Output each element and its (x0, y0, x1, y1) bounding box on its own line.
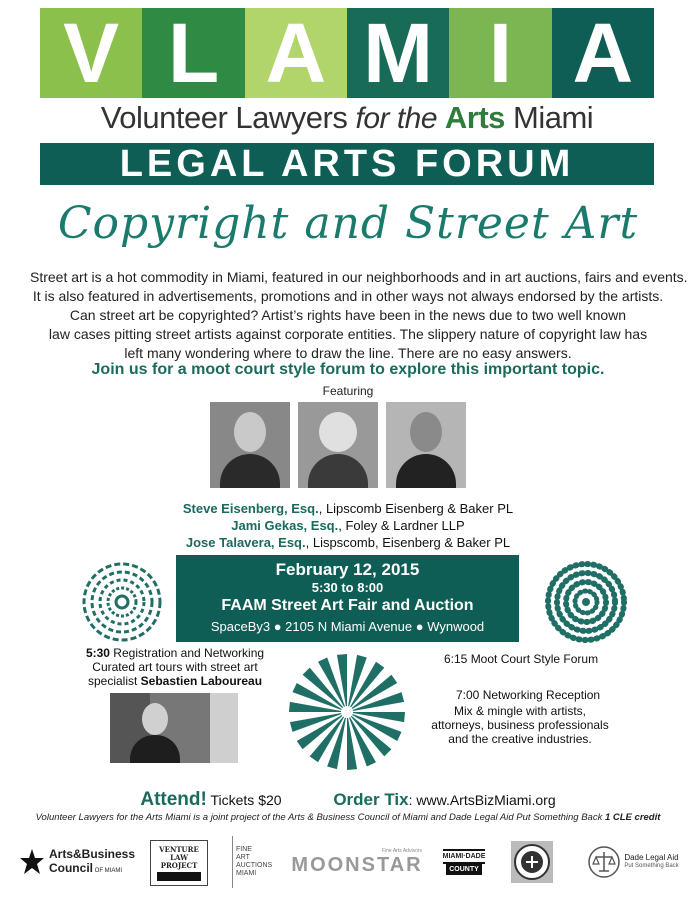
schedule-left (60, 646, 290, 688)
sunburst-ray (347, 712, 391, 756)
venture-law-project-logo (150, 840, 208, 886)
dade-legal-aid-logo (578, 836, 688, 888)
speaker-line (0, 500, 696, 517)
intro-text (30, 268, 688, 363)
event-time: 5:30 to 8:00 (311, 580, 384, 595)
seal-logo (508, 836, 556, 888)
faam-line: FINE (236, 846, 252, 853)
ticket-price: Tickets $20 (206, 792, 282, 808)
tagline-part: Volunteer Lawyers (100, 100, 356, 135)
faam-line: MIAMI (236, 870, 257, 877)
reception-description (420, 704, 620, 746)
arts-business-council-logo (12, 836, 142, 888)
faam-line: AUCTIONS (236, 862, 273, 869)
speaker-suit (220, 454, 280, 488)
speaker-list (0, 500, 696, 551)
reception-line: and the creative industries. (448, 732, 592, 746)
speaker-photo (298, 402, 378, 488)
intro-line: law cases pitting street artists against corporate entities. The slippery nature of copyright law has (48, 326, 648, 342)
sunburst-center (341, 706, 353, 718)
speaker-name: Steve Eisenberg, Esq. (182, 501, 319, 516)
event-date: February 12, 2015 (275, 560, 420, 579)
schedule-item: 7:00 Networking Reception (456, 688, 601, 702)
venture-line: VENTURE (159, 844, 199, 854)
intro-line: Can street art be copyrighted? Artist’s rights have been in the news due to two well known (69, 307, 627, 323)
speaker-name: Jose Talavera, Esq. (185, 535, 306, 550)
abc-line-2: Council (48, 860, 93, 875)
speaker-photo (210, 402, 290, 488)
mandala-right-icon (544, 560, 628, 644)
event-details-box (176, 555, 519, 642)
schedule-text: specialist (87, 674, 141, 688)
speaker-firm: , Lispscomb, Eisenberg & Baker PL (305, 535, 511, 550)
letter-block: A (245, 8, 347, 98)
intro-line: Street art is a hot commodity in Miami, featured in our neighborhoods and in art auctions, fairs and events. (30, 269, 688, 285)
join-headline: Join us for a moot court style forum to explore this important topic. (91, 361, 605, 378)
miamidade-line: MIAMI·DADE (443, 849, 486, 864)
schedule-label: Registration and Networking (109, 646, 265, 660)
speaker-line (0, 517, 696, 534)
abc-line-1: Arts&Business (48, 846, 136, 861)
skyline-icon (157, 872, 201, 881)
specialist-photo (110, 693, 210, 763)
photo-edge (210, 693, 238, 763)
moonstar-sub: Fine Arts Advisors (381, 847, 422, 854)
speaker-line (0, 534, 696, 551)
page-title: Copyright and Street Art (57, 198, 639, 249)
sunburst-icon (287, 652, 407, 772)
schedule-right (420, 652, 680, 746)
tagline-arts: Arts (444, 100, 505, 135)
letter-block: I (449, 8, 551, 98)
order-label: Order Tix (333, 790, 409, 809)
cle-credit: 1 CLE credit (604, 812, 661, 823)
speaker-suit (396, 454, 456, 488)
dla-line-1: Dade Legal Aid (624, 853, 679, 862)
dla-line-2: Put Something Back (624, 863, 679, 869)
moonstar-logo (292, 836, 422, 888)
seal-icon (510, 840, 554, 884)
specialist-name: Sebastien Laboureau (140, 674, 263, 688)
faam-line: ART (236, 854, 250, 861)
letter-block: M (347, 8, 449, 98)
schedule-line: Curated art tours with street art (92, 660, 258, 674)
letter-block: A (552, 8, 654, 98)
speaker-photo (386, 402, 466, 488)
sunburst-ray (303, 668, 347, 712)
moonstar-text: MOONSTAR (291, 853, 423, 876)
featuring-label: Featuring (322, 384, 374, 398)
intro-line: left many wondering where to draw the line. There are no easy answers. (124, 345, 572, 361)
fine-art-auctions-miami-logo (232, 836, 276, 888)
attend-label: Attend! (140, 789, 207, 810)
schedule-item: 6:15 Moot Court Style Forum (444, 652, 599, 666)
schedule-line (60, 674, 290, 688)
legal-arts-forum-banner: LEGAL ARTS FORUM (40, 143, 654, 185)
tagline-part: for the (355, 102, 445, 135)
speaker-name: Jami Gekas, Esq. (231, 518, 339, 533)
venture-line: PROJECT (160, 860, 198, 870)
reception-line: Mix & mingle with artists, (453, 704, 587, 718)
venture-line: LAW (170, 852, 188, 862)
ticket-info (0, 789, 696, 811)
miami-dade-county-logo (440, 836, 488, 888)
letter-block: L (142, 8, 244, 98)
speaker-suit (308, 454, 368, 488)
speaker-firm: , Lipscomb Eisenberg & Baker PL (318, 501, 514, 516)
event-address: SpaceBy3 ● 2105 N Miami Avenue ● Wynwood (210, 619, 485, 634)
mandala-left-icon (80, 560, 164, 644)
specialist-head (142, 703, 168, 735)
intro-line: It is also featured in advertisements, promotions and in other ways not always endorsed by the artists. (32, 288, 664, 304)
letter-block: V (40, 8, 142, 98)
speaker-head (410, 412, 442, 452)
miamidade-line: COUNTY (446, 864, 482, 875)
joint-project-footnote (0, 812, 696, 823)
abc-line-3: OF MIAMI (92, 867, 122, 874)
schedule-time: 5:30 (85, 646, 110, 660)
scales-of-justice-icon (587, 845, 621, 879)
org-tagline (40, 100, 654, 136)
star-figure-icon (19, 847, 45, 877)
tagline-part: Miami (504, 100, 594, 135)
speaker-firm: , Foley & Lardner LLP (338, 518, 465, 533)
vlamia-header-letters (40, 5, 654, 100)
schedule-item (60, 646, 290, 660)
reception-line: attorneys, business professionals (431, 718, 609, 732)
footnote-text: Volunteer Lawyers for the Arts Miami is a joint project of the Arts & Business Council of Miami and Dade Legal Aid Put Something Back (35, 812, 605, 823)
speaker-head (234, 412, 266, 452)
event-venue: FAAM Street Art Fair and Auction (221, 597, 474, 614)
speaker-head (319, 412, 357, 452)
order-url[interactable]: : www.ArtsBizMiami.org (408, 792, 556, 808)
